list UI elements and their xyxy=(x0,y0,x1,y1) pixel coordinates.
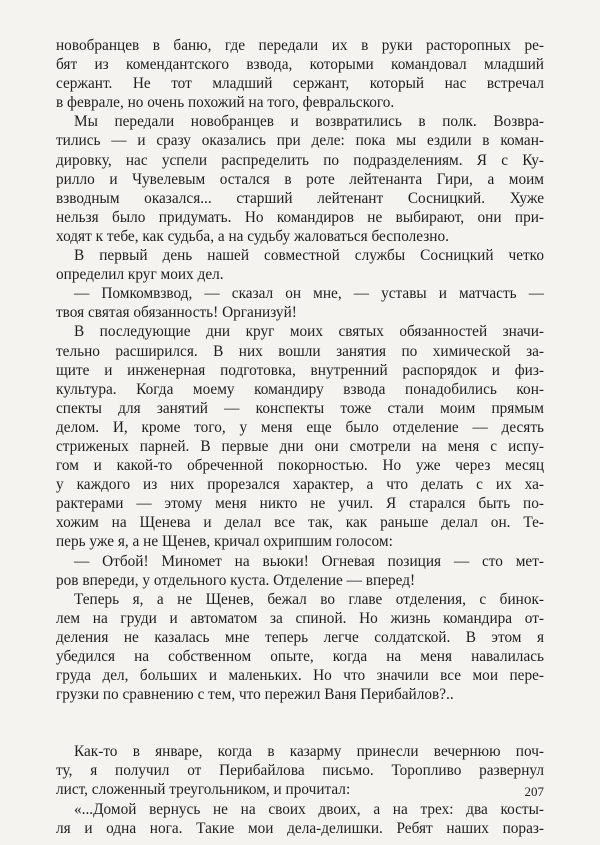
section-break xyxy=(56,704,544,742)
text-line: лист, сложенный треугольником, и прочитал: xyxy=(56,781,351,799)
text-line: перь уже я, а не Щенев, кричал охрипшим голосом: xyxy=(56,533,393,551)
text-line: бят из комендантского взвода, которыми командовал младший xyxy=(56,56,544,74)
text-line: «...Домой вернусь не на своих двоих, а на трех: два косты- xyxy=(74,800,544,818)
text-line: у каждого из них прорезался характер, а что делать с их ха- xyxy=(56,476,544,494)
text-line: нельзя было придумать. Но командиров не выбирают, они при- xyxy=(56,208,544,226)
text-line: Теперь я, а не Щенев, бежал во главе отделения, с бинок- xyxy=(74,590,544,608)
text-line: щите и инженерная подготовка, внутренний распорядок и физ- xyxy=(56,361,544,379)
text-line: — Помкомвзвод, — сказал он мне, — уставы и матчасть — xyxy=(74,285,544,303)
text-line: ров впереди, у отдельного куста. Отделение — вперед! xyxy=(56,571,416,589)
text-line: деления не казалась мне теперь легче солдатской. В этом я xyxy=(56,628,544,646)
text-line: спекты для занятий — конспекты тоже стали моим прямым xyxy=(56,399,544,417)
text-line: хожим на Щенева и делал все так, как раньше делал он. Те- xyxy=(56,514,544,532)
text-line: В первый день нашей совместной службы Сосницкий четко xyxy=(74,247,544,265)
text-line: В последующие дни круг моих святых обязанностей значи- xyxy=(74,323,544,341)
text-line: ту, я получил от Перибайлова письмо. Торопливо развернул xyxy=(56,762,544,780)
text-block-letter xyxy=(56,742,544,837)
text-line: твоя святая обязанность! Организуй! xyxy=(56,304,297,322)
text-line: в феврале, но очень похожий на того, февральского. xyxy=(56,94,395,112)
text-line: стриженых парней. В первые дни они смотрели на меня с испу- xyxy=(56,437,544,455)
text-line: убедился на собственном опыте, когда на меня навалилась xyxy=(56,648,544,665)
text-line: рактерами — этому меня никто не учил. Я старался быть по- xyxy=(56,495,544,513)
text-line: делом. И, кроме того, у меня еще было отделение — десять xyxy=(56,418,544,436)
text-line: ходят к тебе, как судьба, а на судьбу жаловаться бесполезно. xyxy=(56,227,449,245)
text-line: взводным оказался... старший лейтенант Сосницкий. Хуже xyxy=(56,189,544,207)
page-number: 207 xyxy=(524,784,544,799)
text-line: культура. Когда моему командиру взвода понадобились кон- xyxy=(56,380,544,398)
text-line: дировку, нас успели распределить по подразделениям. Я с Ку- xyxy=(56,151,544,169)
text-line: Мы передали новобранцев и возвратились в полк. Возвра- xyxy=(74,113,544,131)
text-line: грузки по сравнению с тем, что пережил Ваня Перибайлов?.. xyxy=(56,686,454,704)
text-line: тились — и сразу оказались при деле: пока мы ездили в коман- xyxy=(56,132,544,150)
text-line: лем на груди и автоматом за спиной. Но жизнь командира от- xyxy=(56,609,544,627)
text-line: Как-то в январе, когда в казарму принесли вечернюю поч- xyxy=(74,743,544,761)
text-line: — Отбой! Миномет на вьюки! Огневая позиция — сто мет- xyxy=(74,552,544,570)
text-line: новобранцев в баню, где передали их в руки расторопных ре- xyxy=(56,37,544,54)
text-line: определил круг моих дел. xyxy=(56,266,224,284)
text-line: груда дел, больших и маленьких. Но что значили все мои пере- xyxy=(56,667,544,685)
text-line: рилло и Чувелевым остался в роте лейтенанта Гири, а моим xyxy=(56,170,544,188)
text-line: тельно расширился. В них вошли занятия по химической за- xyxy=(56,342,544,360)
text-line: гом и какой-то обреченной покорностью. Но уже через месяц xyxy=(56,457,544,475)
book-page xyxy=(56,36,544,838)
text-line: сержант. Не тот младший сержант, который нас встречал xyxy=(56,75,544,93)
text-block-main xyxy=(56,36,544,704)
text-line: ля и одна нога. Такие мои дела-делишки. Ребят наших пораз- xyxy=(56,819,544,837)
